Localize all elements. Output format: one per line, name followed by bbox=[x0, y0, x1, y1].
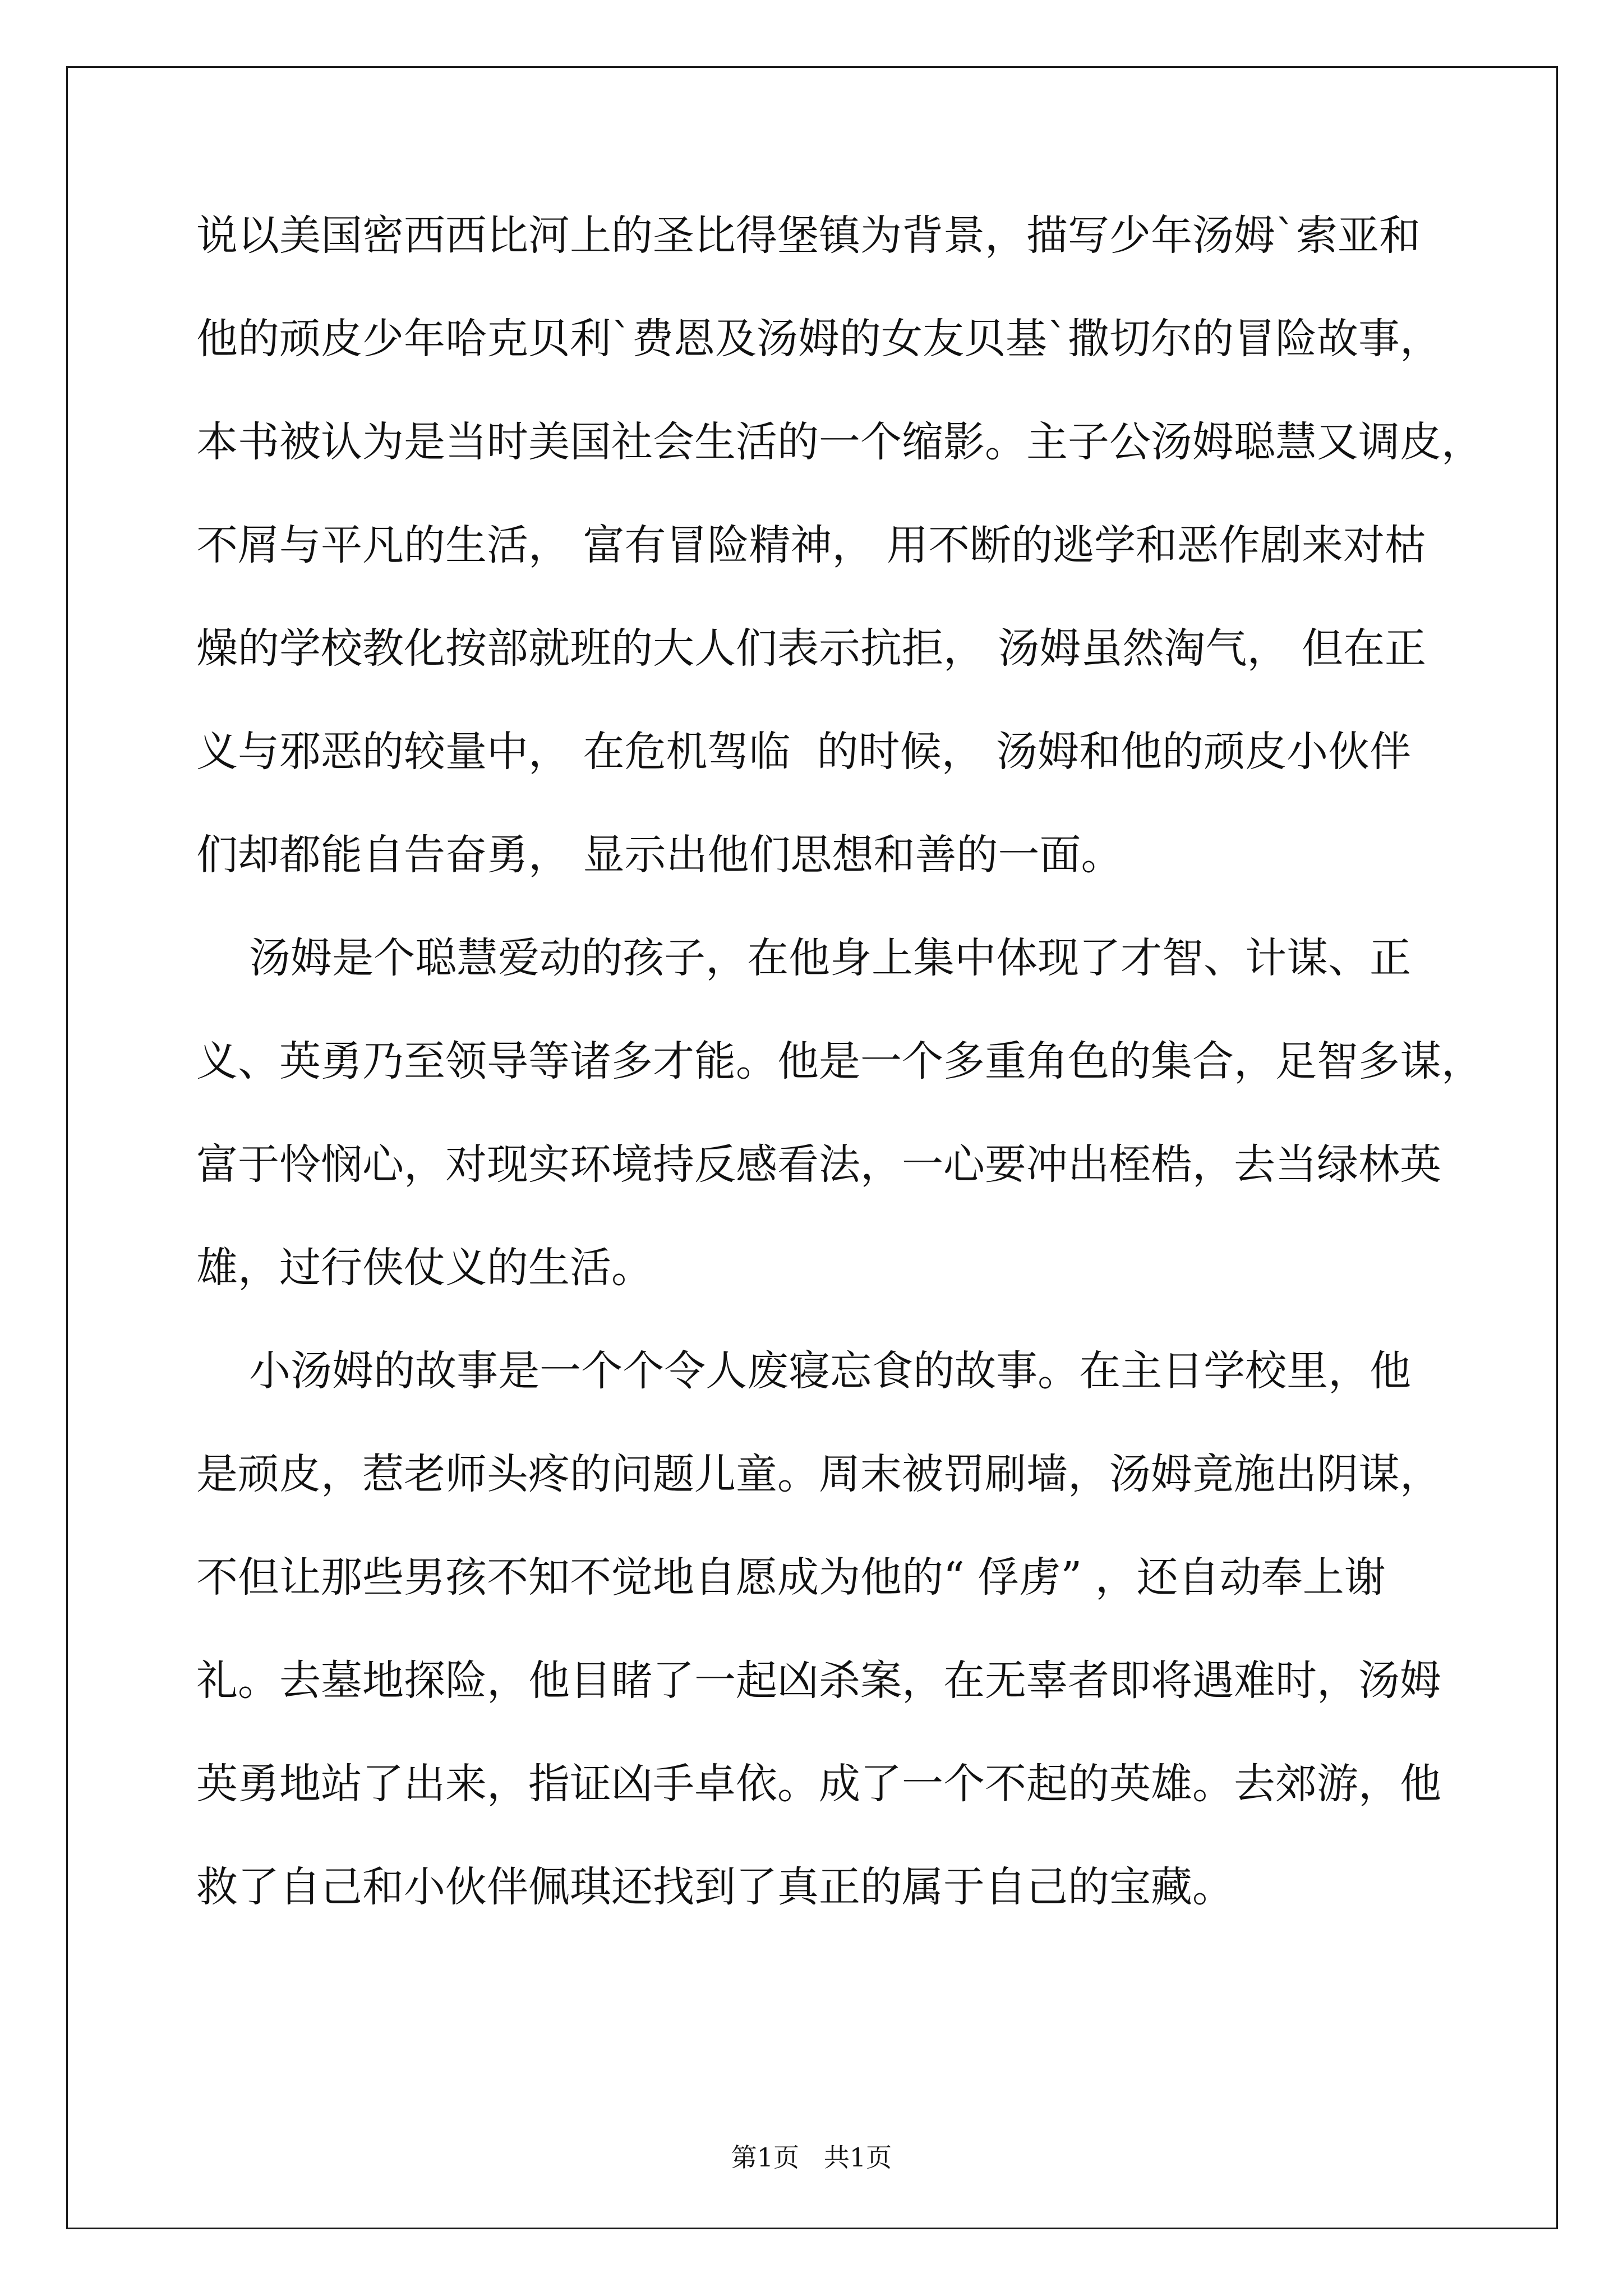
text-line: 汤姆是个聪慧爱动的孩子，在他身上集中体现了才智、计谋、正 bbox=[196, 934, 1412, 982]
text-line: 礼。去墓地探险，他目睹了一起凶杀案，在无辜者即将遇难时，汤姆 bbox=[196, 1657, 1441, 1705]
text-line: 他的顽皮少年哈克贝利`费恩及汤姆的女友贝基`撒切尔的冒险故事， bbox=[196, 315, 1441, 363]
text-line: 义、英勇乃至领导等诸多才能。他是一个多重角色的集合，足智多谋， bbox=[196, 1037, 1483, 1085]
text-line: 们却都能自告奋勇， 显示出他们思想和善的一面。 bbox=[196, 831, 1123, 879]
document-body bbox=[196, 209, 1483, 1914]
text-line: 本书被认为是当时美国社会生活的一个缩影。主子公汤姆聪慧又调皮， bbox=[196, 418, 1483, 466]
text-line: 小汤姆的故事是一个个令人废寝忘食的故事。在主日学校里，他 bbox=[196, 1347, 1412, 1395]
text-line: 救了自己和小伙伴佩琪还找到了真正的属于自己的宝藏。 bbox=[196, 1863, 1234, 1911]
text-line: 不屑与平凡的生活， 富有冒险精神， 用不断的逃学和恶作剧来对枯 bbox=[196, 521, 1427, 569]
page-number-footer: 第1页 共1页 bbox=[731, 2142, 892, 2173]
text-line: 说以美国密西西比河上的圣比得堡镇为背景，描写少年汤姆`索亚和 bbox=[196, 211, 1421, 260]
text-line: 英勇地站了出来，指证凶手卓依。成了一个不起的英雄。去郊游，他 bbox=[196, 1760, 1441, 1808]
text-line: 燥的学校教化按部就班的大人们表示抗拒， 汤姆虽然淘气， 但在正 bbox=[196, 624, 1427, 673]
text-line: 义与邪恶的较量中， 在危机驾临 的时候， 汤姆和他的顽皮小伙伴 bbox=[196, 728, 1412, 776]
text-line: 雄，过行侠仗义的生活。 bbox=[196, 1244, 653, 1292]
text-line: 不但让那些男孩不知不觉地自愿成为他的“ 俘虏” ，还自动奉上谢 bbox=[196, 1553, 1386, 1602]
text-line: 是顽皮，惹老师头疼的问题儿童。周末被罚刷墙，汤姆竟施出阴谋， bbox=[196, 1450, 1441, 1498]
text-line: 富于怜悯心，对现实环境持反感看法，一心要冲出桎梏，去当绿林英 bbox=[196, 1140, 1441, 1189]
